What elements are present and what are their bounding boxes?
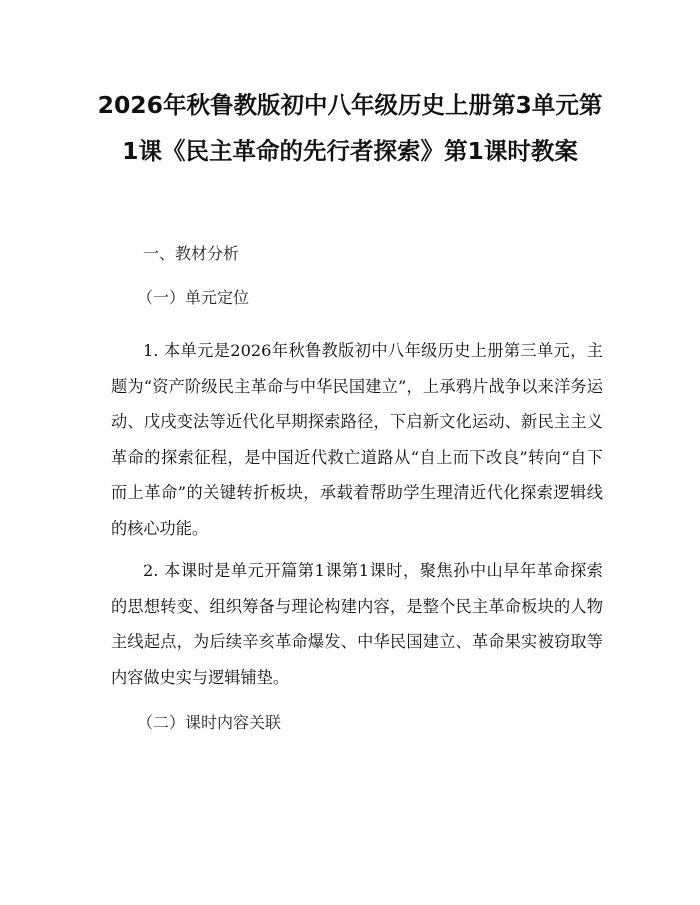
subsection-heading-unit-position: （一）单元定位: [137, 288, 250, 307]
paragraph-unit-position: 1. 本单元是2026年秋鲁教版初中八年级历史上册第三单元，主题为“资产阶级民主革命与中华民国建立”，上承鸦片战争以来洋务运动、戊戌变法等近代化早期探索路径，下启新文化运动、新民主主义革命的探索征程，是中国近代救亡道路从“自上而下改良”转向“自下而上革命”的关键转折板块，承载着帮助学生理清近代化探索逻辑线的核心功能。: [111, 341, 603, 538]
subsection-heading-lesson-content-connection: （二）课时内容关联: [137, 713, 282, 732]
document-title: 2026年秋鲁教版初中八年级历史上册第3单元第1课《民主革命的先行者探索》第1课时教案: [97, 91, 603, 165]
paragraph-lesson-position: 2. 本课时是单元开篇第1课第1课时，聚焦孙中山早年革命探索的思想转变、组织筹备与理论构建内容，是整个民主革命板块的人物主线起点，为后续辛亥革命爆发、中华民国建立、革命果实被窃取等内容做史实与逻辑铺垫。: [111, 561, 603, 687]
section-heading-teaching-material-analysis: 一、教材分析: [143, 244, 240, 263]
